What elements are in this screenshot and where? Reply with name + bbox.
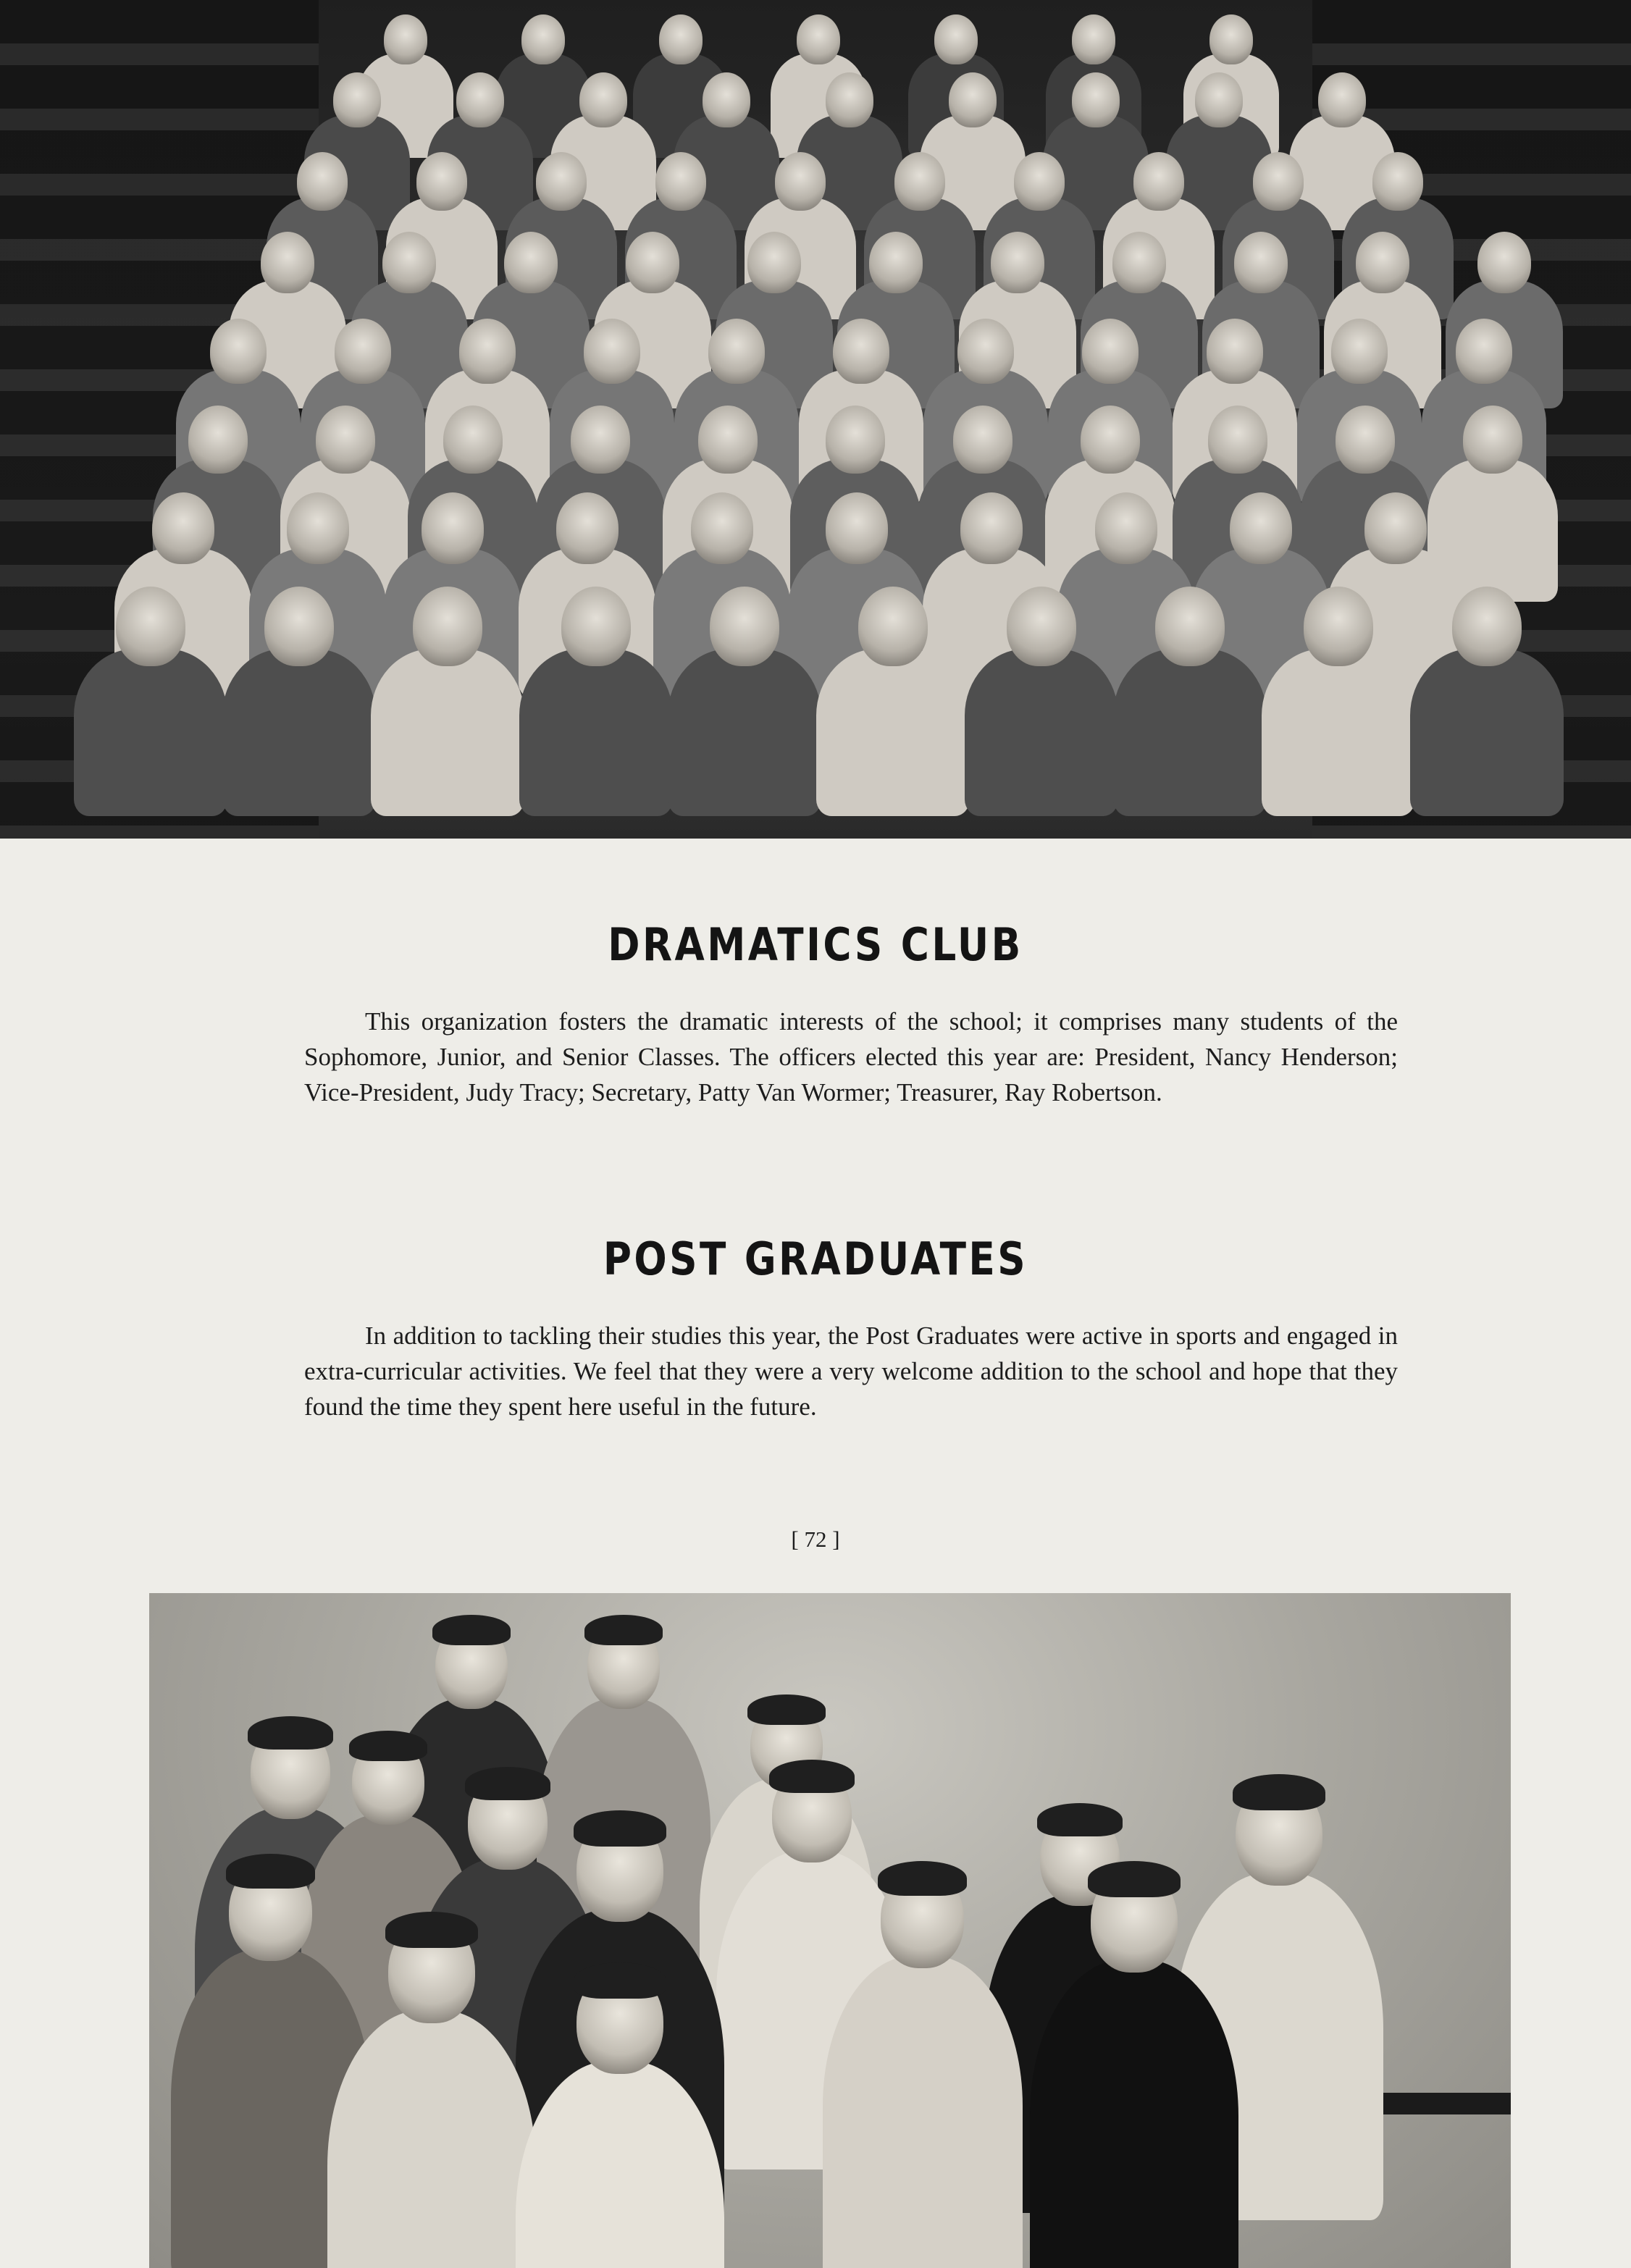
graduate-hair xyxy=(465,1767,550,1800)
member-face xyxy=(747,232,801,293)
member-face xyxy=(1463,406,1522,474)
member-face xyxy=(333,72,381,127)
member-face xyxy=(1155,587,1225,666)
dramatics-club-paragraph: This organization fosters the dramatic interests of the school; it comprises many students of the Sophomore, Junior, and Senior Classes. The officers elected this year are: President, Nancy Henderson; Vice-President, Judy Tracy; Secretary, Patty Van Wormer; Treasurer, Ray Robertson. xyxy=(304,1007,1398,1106)
graduate-hair xyxy=(747,1694,826,1725)
member-figure xyxy=(519,649,672,815)
member-face xyxy=(1133,152,1184,211)
graduate-hair xyxy=(1088,1861,1181,1897)
graduate-hair xyxy=(878,1861,967,1896)
member-face xyxy=(504,232,558,293)
member-figure xyxy=(965,649,1118,815)
member-face xyxy=(335,319,391,384)
member-face xyxy=(1477,232,1531,293)
graduate-hair xyxy=(574,1962,666,1999)
member-face xyxy=(703,72,750,127)
member-face xyxy=(1208,406,1267,474)
member-face xyxy=(1072,14,1115,64)
page-number: [ 72 ] xyxy=(791,1526,840,1552)
member-face xyxy=(991,232,1044,293)
member-face xyxy=(626,232,679,293)
member-face xyxy=(1336,406,1395,474)
member-face xyxy=(1331,319,1388,384)
graduate-hair xyxy=(769,1760,855,1793)
member-face xyxy=(571,406,630,474)
member-face xyxy=(1207,319,1263,384)
member-face xyxy=(894,152,945,211)
member-face xyxy=(797,14,840,64)
member-face xyxy=(1364,492,1427,564)
club-members-group xyxy=(80,14,1572,839)
member-figure xyxy=(668,649,821,815)
graduate-figure xyxy=(823,1956,1023,2268)
member-face xyxy=(536,152,587,211)
member-face xyxy=(384,14,427,64)
graduate-hair xyxy=(385,1912,478,1948)
member-figure xyxy=(1410,649,1563,815)
graduate-hair xyxy=(584,1615,663,1645)
graduate-hair xyxy=(432,1615,511,1645)
graduate-hair xyxy=(1037,1803,1123,1836)
member-face xyxy=(584,319,640,384)
member-face xyxy=(1014,152,1065,211)
graduate-hair xyxy=(349,1731,427,1761)
member-face xyxy=(416,152,467,211)
member-figure xyxy=(222,649,375,815)
post-graduates-heading: POST GRADUATES xyxy=(603,1232,1028,1285)
member-face xyxy=(957,319,1014,384)
member-face xyxy=(459,319,516,384)
member-face xyxy=(1072,72,1120,127)
member-face xyxy=(456,72,504,127)
graduate-hair xyxy=(248,1716,333,1750)
member-face xyxy=(1372,152,1423,211)
member-face xyxy=(934,14,978,64)
member-face xyxy=(708,319,765,384)
member-face xyxy=(1452,587,1522,666)
member-face xyxy=(710,587,779,666)
member-face xyxy=(261,232,314,293)
member-face xyxy=(521,14,565,64)
member-face xyxy=(953,406,1012,474)
member-face xyxy=(210,319,267,384)
member-face xyxy=(1253,152,1304,211)
member-face xyxy=(826,406,885,474)
graduate-figure xyxy=(1030,1960,1238,2268)
member-face xyxy=(826,72,873,127)
member-face xyxy=(1456,319,1512,384)
member-face xyxy=(116,587,185,666)
member-figure xyxy=(1262,649,1414,815)
member-face xyxy=(556,492,619,564)
member-face xyxy=(1095,492,1157,564)
member-face xyxy=(833,319,889,384)
member-face xyxy=(1234,232,1288,293)
member-face xyxy=(1007,587,1076,666)
member-figure xyxy=(1113,649,1266,815)
post-graduates-paragraph: In addition to tackling their studies this year, the Post Graduates were active in sports and engaged in extra-curricular activities. We feel that they were a very welcome addition to the school and hope that they found the time they spent here useful in the future. xyxy=(304,1322,1398,1421)
member-face xyxy=(297,152,348,211)
member-figure xyxy=(371,649,524,815)
member-face xyxy=(287,492,349,564)
member-face xyxy=(698,406,758,474)
member-face xyxy=(1112,232,1166,293)
graduate-hair xyxy=(1233,1774,1325,1810)
member-face xyxy=(579,72,627,127)
member-face xyxy=(659,14,703,64)
member-face xyxy=(691,492,753,564)
member-face xyxy=(152,492,214,564)
member-face xyxy=(1082,319,1139,384)
member-face xyxy=(1356,232,1409,293)
graduate-hair xyxy=(226,1854,315,1889)
member-face xyxy=(826,492,888,564)
member-figure xyxy=(816,649,969,815)
dramatics-club-photo xyxy=(0,0,1631,839)
member-face xyxy=(960,492,1023,564)
member-face xyxy=(1209,14,1253,64)
member-face xyxy=(422,492,484,564)
member-face xyxy=(264,587,334,666)
member-face xyxy=(775,152,826,211)
dramatics-club-heading: DRAMATICS CLUB xyxy=(608,918,1023,971)
member-face xyxy=(443,406,503,474)
member-face xyxy=(858,587,928,666)
member-figure xyxy=(74,649,227,815)
member-face xyxy=(1195,72,1243,127)
member-face xyxy=(869,232,923,293)
member-face xyxy=(1230,492,1292,564)
member-face xyxy=(949,72,997,127)
member-face xyxy=(561,587,631,666)
member-face xyxy=(1318,72,1366,127)
member-face xyxy=(655,152,706,211)
graduate-hair xyxy=(574,1810,666,1847)
member-face xyxy=(188,406,248,474)
member-face xyxy=(1304,587,1373,666)
member-face xyxy=(1081,406,1140,474)
post-graduates-photo xyxy=(149,1593,1511,2268)
member-face xyxy=(316,406,375,474)
member-face xyxy=(413,587,482,666)
member-face xyxy=(382,232,436,293)
